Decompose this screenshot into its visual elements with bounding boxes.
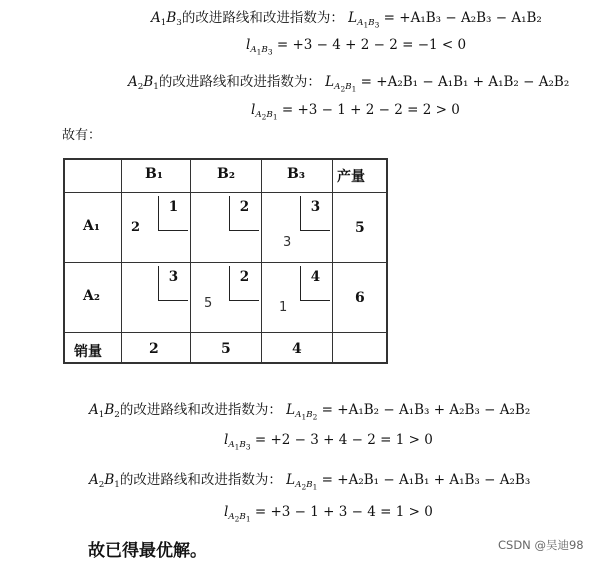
improvement-line-a2b1-second: $A_2B_1$的改进路线和改进指数为： $L_{A_2B_1} = +A_2B_1 - A_1B_1 + A_1B_3 - A_2B_3$ <box>89 472 531 492</box>
row-label-a1: A₁ <box>83 218 100 234</box>
sales-b1: 2 <box>149 341 159 357</box>
index-value-a2b1-second: $l_{A_2B_1} = +3 - 1 + 3 - 4 = 1 > 0$ <box>224 504 433 524</box>
eq-expression: = +2 − 3 + 4 − 2 = 1 > 0 <box>254 432 433 448</box>
output-a1: 5 <box>355 220 365 236</box>
sales-b2: 5 <box>221 341 231 357</box>
header-b2: B₂ <box>217 166 235 182</box>
sales-label: 销量 <box>74 344 102 360</box>
cost-a2b1: 3 <box>158 266 188 301</box>
cost-a1b1: 1 <box>158 196 188 231</box>
eq-expression: = +A₁B₃ − A₂B₃ − A₁B₂ <box>383 10 542 26</box>
sales-b3: 4 <box>292 341 302 357</box>
cost-a1b3: 3 <box>300 196 330 231</box>
improvement-line-a2b1: $A_2B_1$的改进路线和改进指数为： $L_{A_2B_1} = +A_2B_1 - A_1B_1 + A_1B_2 - A_2B_2$ <box>128 74 570 94</box>
alloc-a1b1: 2 <box>131 220 141 235</box>
cost-a1b2: 2 <box>229 196 259 231</box>
eq-expression: = +A₁B₂ − A₁B₃ + A₂B₃ − A₂B₂ <box>321 402 531 418</box>
cost-a2b3: 4 <box>300 266 330 301</box>
cost-a2b2: 2 <box>229 266 259 301</box>
eq-expression: = +A₂B₁ − A₁B₁ + A₁B₂ − A₂B₂ <box>360 74 570 90</box>
eq-expression: = +3 − 1 + 3 − 4 = 1 > 0 <box>254 504 433 520</box>
alloc-a1b3: 3 <box>283 235 292 250</box>
alloc-a2b3: 1 <box>279 300 288 315</box>
eq-expression: = +3 − 4 + 2 − 2 = −1 < 0 <box>276 37 467 53</box>
output-a2: 6 <box>355 290 365 306</box>
index-value-a1b2: $l_{A_1B_3} = +2 - 3 + 4 - 2 = 1 > 0$ <box>224 432 433 452</box>
header-b3: B₃ <box>287 166 305 182</box>
eq-expression: = +A₂B₁ − A₁B₁ + A₁B₃ − A₂B₃ <box>321 472 531 488</box>
eq-label: 的改进路线和改进指数为： <box>119 402 282 418</box>
transport-table <box>63 158 388 364</box>
alloc-a2b2: 5 <box>204 296 213 311</box>
index-value-a2b1: $l_{A_2B_1} = +3 - 1 + 2 - 2 = 2 > 0$ <box>251 102 460 122</box>
index-value-a1b3: $l_{A_1B_3} = +3 - 4 + 2 - 2 = -1 < 0$ <box>246 37 467 57</box>
header-b1: B₁ <box>145 166 163 182</box>
eq-expression: = +3 − 1 + 2 − 2 = 2 > 0 <box>281 102 460 118</box>
improvement-line-a1b2: $A_1B_2$的改进路线和改进指数为： $L_{A_1B_2} = +A_1B_2 - A_1B_3 + A_2B_3 - A_2B_2$ <box>89 402 531 422</box>
watermark: CSDN @吴迪98 <box>498 538 584 552</box>
conclusion-text: 故已得最优解。 <box>88 541 207 561</box>
therefore-label: 故有： <box>62 128 102 143</box>
eq-label: 的改进路线和改进指数为： <box>158 74 321 90</box>
eq-label: 的改进路线和改进指数为： <box>181 10 344 26</box>
header-output: 产量 <box>337 169 365 185</box>
row-label-a2: A₂ <box>83 288 100 304</box>
improvement-line-a1b3: $A_1B_3$的改进路线和改进指数为： $L_{A_1B_3} = +A_1B_3 - A_2B_3 - A_1B_2$ <box>151 10 542 30</box>
eq-label: 的改进路线和改进指数为： <box>119 472 282 488</box>
